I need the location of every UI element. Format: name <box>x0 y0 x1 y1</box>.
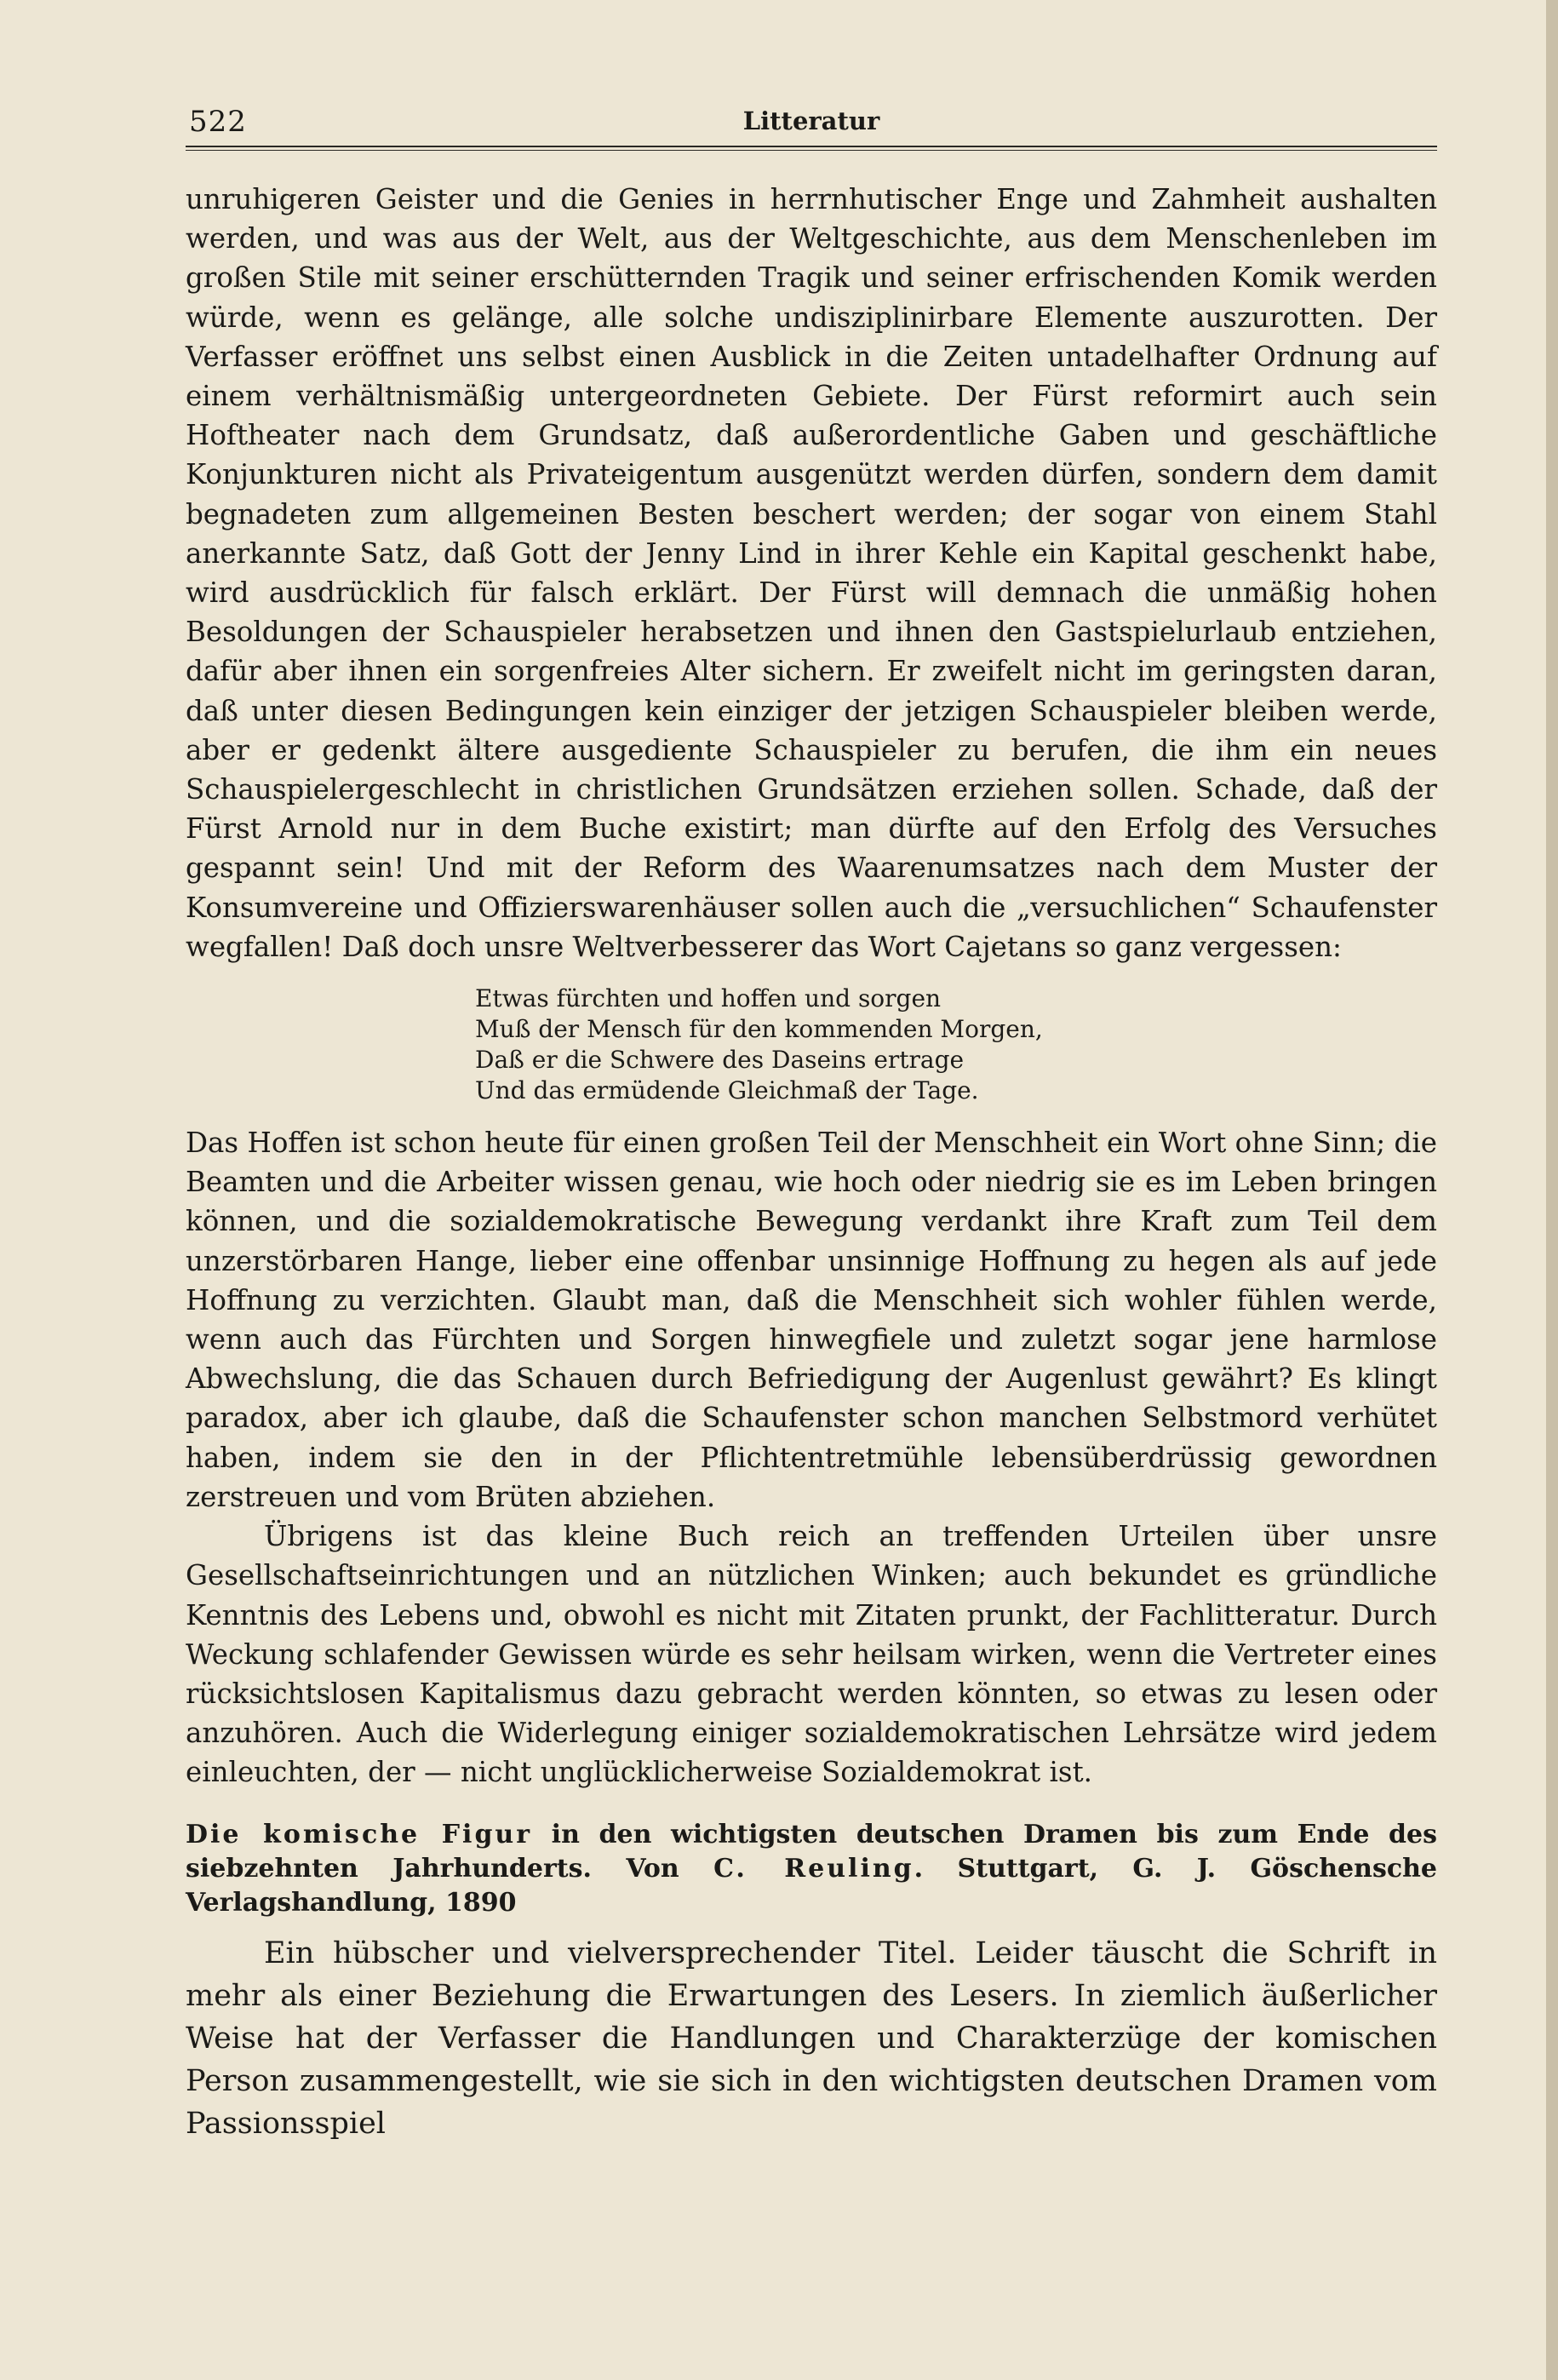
running-title: Litteratur <box>742 106 880 135</box>
review-book-title: Die komische Figur <box>186 1819 533 1850</box>
review-imprint: . Stuttgart, G. J. Göschensche Verlagshandlung, 1890 <box>186 1853 1437 1918</box>
paragraph: unruhigeren Geister und die Genies in herrnhutischer Enge und Zahmheit aushalten werden, und was aus der Welt, aus der Weltgeschichte, aus dem Menschenleben im großen Stile mit seiner erschütternden Tragik und seiner erfrischenden Komik werden würde, wenn es gelänge, alle solche undisziplinirbare Elemente auszurotten. Der Verfasser eröffnet uns selbst einen Ausblick in die Zeiten untadelhafter Ordnung auf einem verhältnismäßig untergeordneten Gebiete. Der Fürst reformirt auch sein Hoftheater nach dem Grundsatz, daß außerordentliche Gaben und geschäftliche Konjunkturen nicht als Privateigentum ausgenützt werden dürfen, sondern dem damit begnadeten zum allgemeinen Besten beschert werden; der sogar von einem Stahl anerkannte Satz, daß Gott der Jenny Lind in ihrer Kehle ein Kapital geschenkt habe, wird ausdrücklich für falsch erklärt. Der Fürst will demnach die unmäßig hohen Besoldungen der Schauspieler herabsetzen und ihnen den Gastspielurlaub entziehen, dafür aber ihnen ein sorgenfreies Alter sichern. Er zweifelt nicht im geringsten daran, daß unter diesen Bedingungen kein einziger der jetzigen Schauspieler bleiben werde, aber er gedenkt ältere ausgediente Schauspieler zu berufen, die ihm ein neues Schauspielergeschlecht in christlichen Grundsätzen erziehen sollen. Schade, daß der Fürst Arnold nur in dem Buche existirt; man dürfte auf den Erfolg des Versuches gespannt sein! Und mit der Reform des Waarenumsatzes nach dem Muster der Konsumvereine und Offizierswarenhäuser sollen auch die „versuchlichen“ Schaufenster wegfallen! Daß doch unsre Weltverbesserer das Wort Cajetans so ganz vergessen: <box>186 183 1437 963</box>
review-title-rest: in den wichtigsten deutschen Dramen bis zum Ende des siebzehnten Jahrhunderts. Von <box>186 1819 1438 1884</box>
verse-line: Daß er die Schwere des Daseins ertrage <box>475 1046 965 1075</box>
paragraph: Übrigens ist das kleine Buch reich an treffenden Urteilen über unsre Gesellschaftseinrichtungen und an nützlichen Winken; auch bekundet es gründliche Kenntnis des Lebens und, obwohl es nicht mit Zitaten prunkt, der Fachlitteratur. Durch Weckung schlafender Gewissen würde es sehr heilsam wirken, wenn die Vertreter eines rücksichtslosen Kapitalismus dazu gebracht werden könnten, so etwas zu lesen oder anzuhören. Auch die Widerlegung einiger sozialdemokratischen Lehrsätze wird jedem einleuchten, der — nicht unglücklicherweise Sozialdemokrat ist. <box>186 1520 1437 1789</box>
verse-line: Etwas fürchten und hoffen und sorgen <box>475 984 942 1013</box>
review-body <box>186 1932 1437 2145</box>
review-heading <box>186 1818 1437 1920</box>
running-head <box>186 89 1437 142</box>
page-number: 522 <box>189 105 247 139</box>
paragraph: Das Hoffen ist schon heute für einen großen Teil der Menschheit ein Wort ohne Sinn; die Beamten und die Arbeiter wissen genau, wie hoch oder niedrig sie es im Leben bringen können, und die sozialdemokratische Bewegung verdankt ihre Kraft zum Teil dem unzerstörbaren Hange, lieber eine offenbar unsinnige Hoffnung zu hegen als auf jede Hoffnung zu verzichten. Glaubt man, daß die Menschheit sich wohler fühlen werde, wenn auch das Fürchten und Sorgen hinwegfiele und zuletzt sogar jene harmlose Abwechslung, die das Schauen durch Befriedigung der Augenlust gewährt? Es klingt paradox, aber ich glaube, daß die Schaufenster schon manchen Selbstmord verhütet haben, indem sie den in der Pflichtentretmühle lebensüberdrüssig gewordnen zerstreuen und vom Brüten abziehen. <box>186 1127 1437 1513</box>
review-author: C. Reuling <box>713 1853 914 1884</box>
header-rule-thin <box>186 150 1437 151</box>
page-edge <box>1546 0 1558 2380</box>
header-rule <box>186 146 1437 147</box>
verse-line: Und das ermüdende Gleichmaß der Tage. <box>475 1076 979 1105</box>
main-text <box>186 180 1437 1792</box>
verse-quotation <box>475 984 1437 1106</box>
verse-line: Muß der Mensch für den kommenden Morgen, <box>475 1015 1043 1044</box>
paragraph: Ein hübscher und vielversprechender Titel. Leider täuscht die Schrift in mehr als einer Beziehung die Erwartungen des Lesers. In ziemlich äußerlicher Weise hat der Verfasser die Handlungen und Charakterzüge der komischen Person zusammengestellt, wie sie sich in den wichtigsten deutschen Dramen vom Passionsspiel <box>186 1936 1437 2141</box>
page-content <box>186 89 1437 2145</box>
